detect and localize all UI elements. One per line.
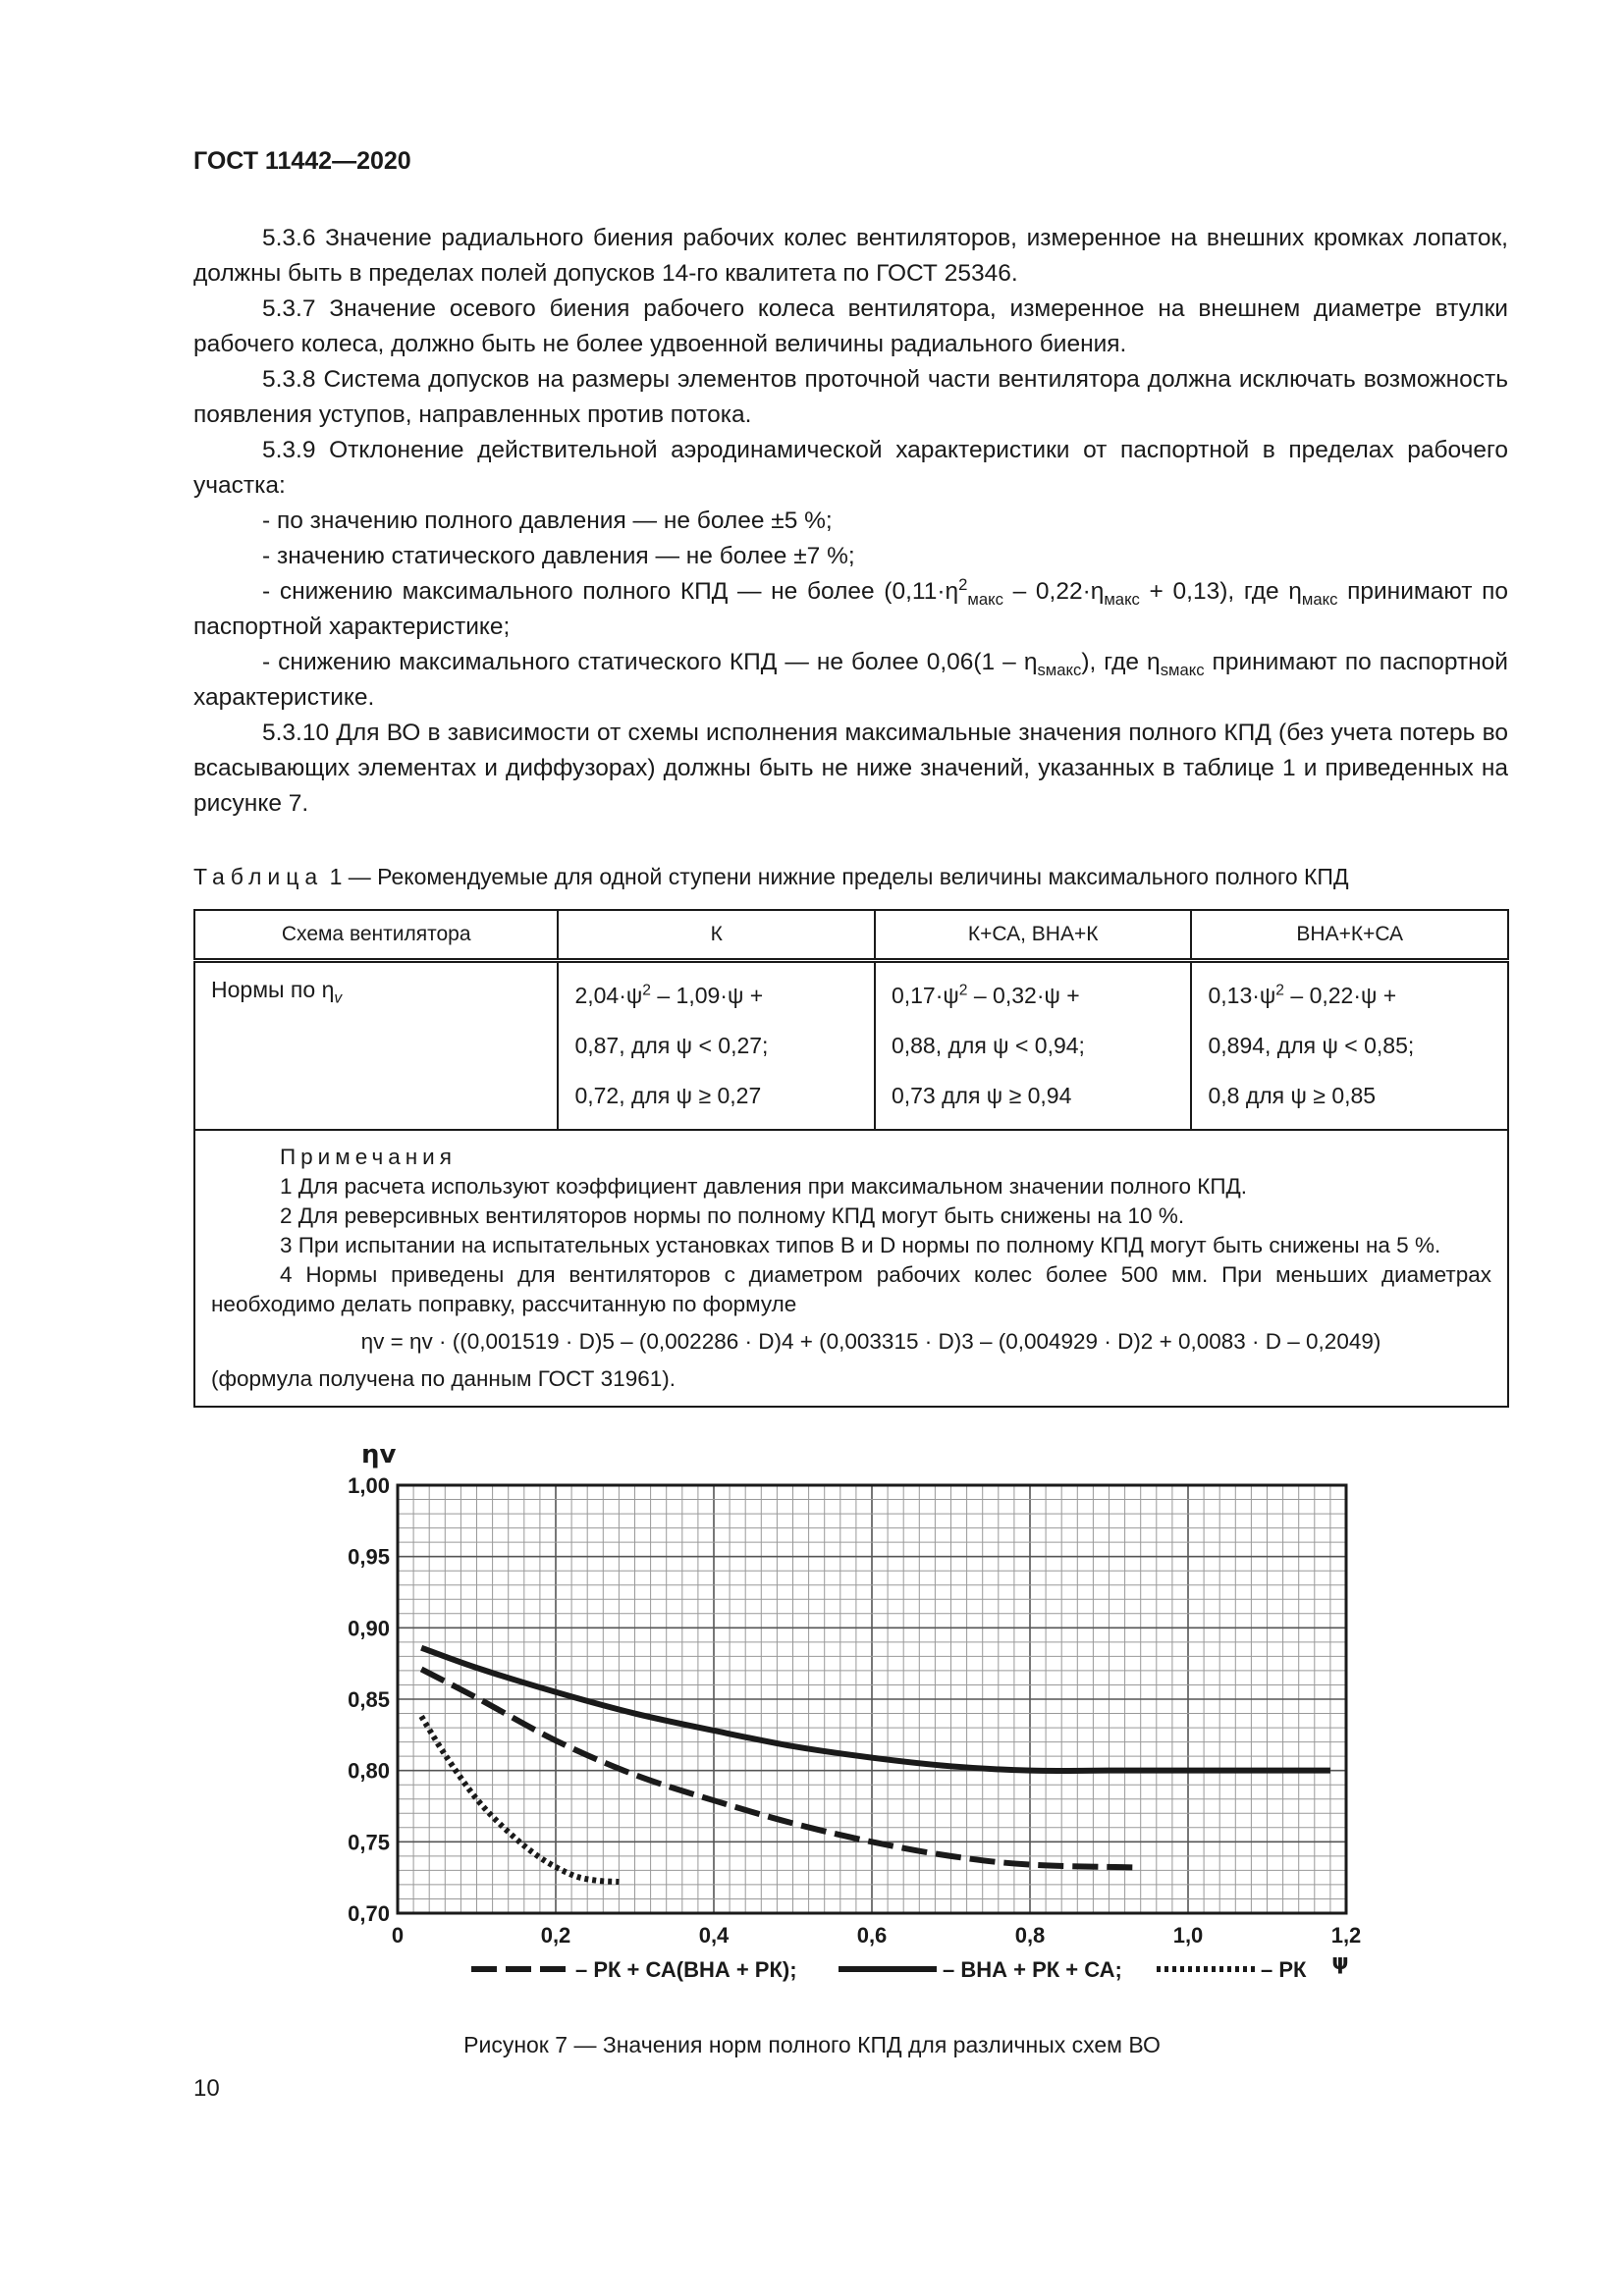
- norm-cell-k: $2,04\cdot\psi^2 - 1,09\cdot\psi$ + 0,87, для ψ < 0,27; 0,72, для ψ ≥ 0,27: [558, 961, 875, 1131]
- correction-formula: ηv = ηv · ((0,001519 · D)5 – (0,002286 · D)4 + (0,003315 · D)3 – (0,004929 · D)2 + 0,0083 · D – 0,2049): [360, 1329, 1381, 1354]
- paragraph-5-3-8: 5.3.8 Система допусков на размеры элементов проточной части вентилятора должна исключать возможность появления уступов, направленных против потока.: [193, 366, 1508, 428]
- chart-legend: [471, 1957, 1307, 1982]
- y-tick-label: 0,70: [348, 1901, 390, 1926]
- chart-grid: [398, 1485, 1346, 1913]
- note-3: 3 При испытании на испытательных установках типов B и D нормы по полному КПД могут быть снижены на 5 %.: [280, 1233, 1441, 1257]
- x-tick-label: 1,0: [1172, 1923, 1204, 1948]
- norm-cell-k-sa: $0,17\cdot\psi^2 - 0,32\cdot\psi$ + 0,88, для ψ < 0,94; 0,73 для ψ ≥ 0,94: [875, 961, 1192, 1131]
- series-line-solid: [421, 1648, 1330, 1771]
- table-notes: [194, 1130, 1508, 1407]
- figure-caption: Рисунок 7 — Значения норм полного КПД для различных схем ВО: [463, 2032, 1161, 2057]
- note-1: 1 Для расчета используют коэффициент давления при максимальном значении полного КПД.: [280, 1174, 1248, 1199]
- table-row: [194, 961, 1508, 1131]
- table-header-cell: К: [558, 910, 875, 961]
- table-header-cell: Схема вентилятора: [194, 910, 558, 961]
- notes-title: Примечания: [280, 1145, 457, 1169]
- page-number: 10: [193, 2075, 220, 2102]
- table-header-cell: ВНА+К+СА: [1191, 910, 1508, 961]
- x-axis-label: ψ: [1331, 1950, 1349, 1975]
- chart-series: [421, 1648, 1330, 1882]
- paragraph-5-3-10: 5.3.10 Для ВО в зависимости от схемы исполнения максимальные значения полного КПД (без учета потерь во всасывающих элементах и диффузорах) должны быть не ниже значений, указанных в таблице 1 и приведенных на рисунке 7.: [193, 720, 1508, 817]
- table-notes-row: [194, 1130, 1508, 1407]
- y-tick-label: 0,95: [348, 1544, 390, 1570]
- y-tick-label: 0,90: [348, 1616, 390, 1641]
- paragraph-5-3-9: 5.3.9 Отклонение действительной аэродинамической характеристики от паспортной в пределах рабочего участка:: [193, 437, 1508, 499]
- table-header-cell: К+СА, ВНА+К: [875, 910, 1192, 961]
- x-tick-label: 0,2: [540, 1923, 571, 1948]
- legend-label: – РК: [1261, 1957, 1307, 1982]
- efficiency-chart: [324, 1435, 1384, 2004]
- paragraph-5-3-7: 5.3.7 Значение осевого биения рабочего колеса вентилятора, измеренное на внешнем диаметре втулки рабочего колеса, должно быть не более удвоенной величины радиального биения.: [193, 295, 1508, 357]
- y-tick-label: 0,75: [348, 1830, 390, 1855]
- norm-cell-vna-k-sa: $0,13\cdot\psi^2 - 0,22\cdot\psi$ + 0,894, для ψ < 0,85; 0,8 для ψ ≥ 0,85: [1191, 961, 1508, 1131]
- list-item-static-efficiency: - снижению максимального статического КПД — не более $0,06(1 - \eta_{sмакс})$, где $\eta_{sмакс}$ принимают по паспортной характеристике.: [193, 649, 1508, 711]
- x-tick-label: 0,8: [1014, 1923, 1046, 1948]
- x-tick-label: 1,2: [1330, 1923, 1362, 1948]
- formula-source-note: (формула получена по данным ГОСТ 31961).: [211, 1366, 676, 1391]
- table-caption: Таблица 1 — Рекомендуемые для одной ступени нижние пределы величины максимального полного КПД: [193, 864, 1349, 889]
- x-tick-label: 0: [391, 1923, 405, 1948]
- note-2: 2 Для реверсивных вентиляторов нормы по полному КПД могут быть снижены на 10 %.: [280, 1203, 1185, 1228]
- efficiency-norms-table: [193, 909, 1509, 1408]
- paragraph-5-3-6: 5.3.6 Значение радиального биения рабочих колес вентиляторов, измеренное на внешних кромках лопаток, должны быть в пределах полей допусков 14-го квалитета по ГОСТ 25346.: [193, 225, 1508, 287]
- list-item-total-pressure: - по значению полного давления — не более ±5 %;: [262, 507, 833, 534]
- y-axis-label: ηv: [361, 1440, 397, 1469]
- x-tick-label: 0,6: [856, 1923, 888, 1948]
- legend-label: – ВНА + РК + СА;: [943, 1957, 1122, 1982]
- note-4: 4 Нормы приведены для вентиляторов с диаметром рабочих колес более 500 мм. При меньших диаметрах необходимо делать поправку, рассчитанную по формуле: [211, 1262, 1491, 1316]
- list-item-static-pressure: - значению статического давления — не более ±7 %;: [262, 543, 855, 569]
- table-header-row: [194, 910, 1508, 961]
- row-label: Нормы по $\eta_v$: [194, 961, 558, 1131]
- list-item-total-efficiency: - снижению максимального полного КПД — не более $(0,11\cdot\eta^2_{макс} - 0,22\cdot\eta_{макс} + 0,13)$, где $\eta_{макс}$ принимают по паспортной характеристике;: [193, 574, 1508, 640]
- x-tick-label: 0,4: [698, 1923, 730, 1948]
- body-text: [193, 221, 1508, 822]
- y-tick-label: 0,80: [348, 1758, 390, 1784]
- y-tick-label: 1,00: [348, 1473, 390, 1498]
- document-header: ГОСТ 11442—2020: [193, 147, 411, 175]
- y-tick-label: 0,85: [348, 1687, 390, 1712]
- legend-label: – РК + СА(ВНА + РК);: [575, 1957, 797, 1982]
